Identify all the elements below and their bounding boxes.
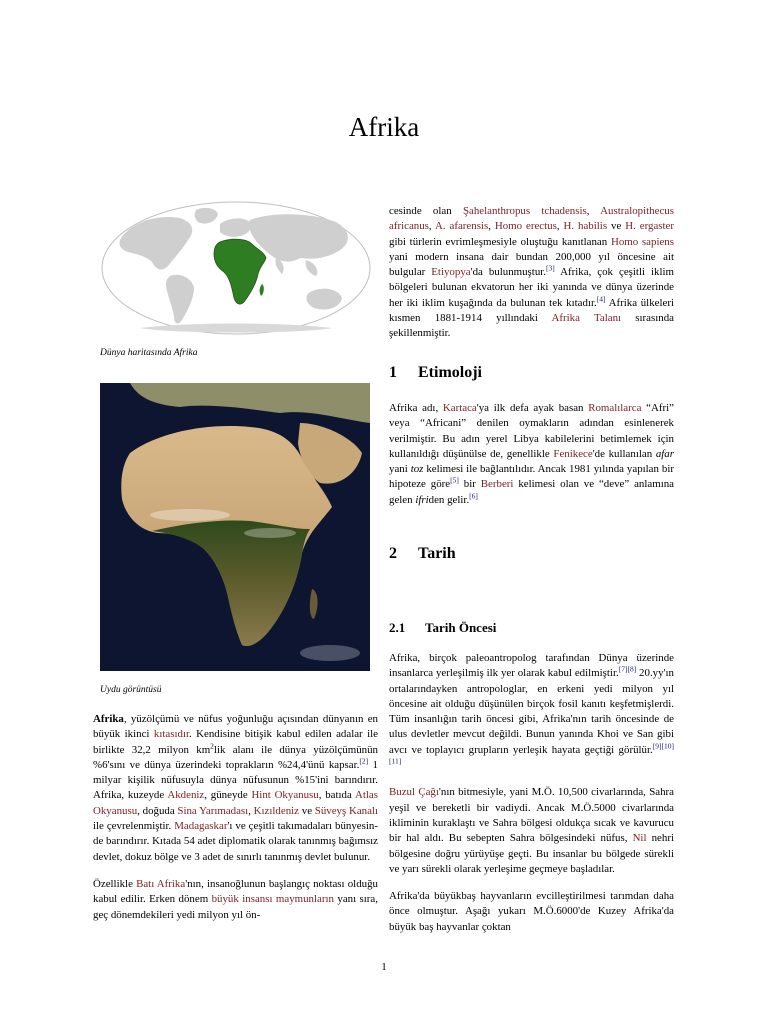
- link-nil[interactable]: Nil: [632, 832, 647, 845]
- text-span: sırasında şekillenmiştir.: [389, 312, 674, 340]
- reference-link[interactable]: [9][10][11]: [389, 741, 674, 766]
- text-span: “Afri” veya “Africani” denilen oymakların adından esinlenerek verilmiştir. Bu adın yerel Libya kabilelerini betimlemek için kullanıldığı düşünülse de, genellikle: [389, 402, 674, 460]
- link-buyuk-insansi-maymunlar[interactable]: büyük insansı maymunların: [211, 893, 334, 906]
- etimoloji-paragraph: [389, 401, 674, 508]
- text-span: 'de kullanılan: [592, 447, 656, 460]
- subsection-heading-tarih-oncesi: [389, 620, 496, 636]
- superscript: 2: [210, 740, 214, 750]
- world-map-image: [100, 200, 372, 336]
- term-afrika: Afrika: [93, 713, 124, 725]
- link-ergaster[interactable]: H. ergaster: [625, 220, 674, 233]
- link-kitasidir[interactable]: kıtasıdır: [153, 728, 189, 741]
- text-span: yani modern insana dair bundan 200,000 yıl öncesine ait bulgular: [389, 250, 674, 279]
- text-span: , batıda: [318, 789, 356, 802]
- section-title: Tarih Öncesi: [425, 620, 497, 635]
- text-span: 1 milyar kişilik nüfusuyla dünya nüfusunun %15'ini barındırır. Afrika, kuzeyde: [93, 758, 378, 802]
- left-column: [93, 712, 378, 923]
- link-kartaca[interactable]: Kartaca: [442, 402, 477, 414]
- text-span: ile çevrelenmiştir.: [93, 820, 175, 833]
- map-caption: Dünya haritasında Afrika: [100, 348, 198, 358]
- link-romalilar[interactable]: Romalılarca: [588, 402, 642, 414]
- link-atlas-okyanusu[interactable]: Atlas Okyanusu: [93, 789, 379, 817]
- text-span: yani: [389, 463, 411, 476]
- link-bati-afrika[interactable]: Batı Afrika: [136, 877, 186, 890]
- text-span: 'ya ilk defa ayak basan: [476, 402, 589, 414]
- text-span: ,: [488, 220, 495, 233]
- text-span: nehri bölgesine doğru yürüyüşe geçti. Bu insanlar bu bölgede sürekli ve yarı sürekli olarak yerleşime geçmeye başladılar.: [389, 832, 674, 875]
- text-span: , doğuda: [137, 804, 178, 817]
- link-sahelanthropus[interactable]: Şahelanthropus tchadensis: [462, 205, 587, 217]
- text-span: ve: [299, 804, 315, 817]
- continuation-paragraph: [389, 204, 674, 342]
- text-span: ,: [586, 205, 601, 217]
- link-madagaskar[interactable]: Madagaskar: [174, 820, 228, 833]
- link-fenikece[interactable]: Fenikece: [553, 447, 593, 460]
- etimoloji-section: [389, 401, 674, 508]
- text-span: Afrika, çok çeşitli iklim bölgeleri bulunan ekvatorun her iki yanında ve dünya üzerinde her iki iklim kuşağında da bulunan tek kıtadır.: [389, 266, 674, 309]
- text-span: 'ı ve çeşitli takımadaları bünyesinde barındırır. Kıtada 54 adet diplomatik olarak tanınmış bağımsız devlet, dokuz bölge ve 3 adet de sınırlı tanınmış devlet bulunur.: [93, 820, 378, 863]
- text-span: den gelir.: [428, 493, 470, 506]
- link-berberi[interactable]: Berberi: [480, 478, 514, 491]
- text-span: Özellikle: [93, 877, 137, 890]
- section-number: 2: [389, 545, 397, 562]
- origin-paragraph: [93, 877, 378, 923]
- italic-term: afar: [655, 447, 674, 460]
- reference-link[interactable]: [7][8]: [618, 664, 637, 674]
- link-habilis[interactable]: H. habilis: [563, 220, 608, 233]
- text-span: cesinde olan: [389, 205, 463, 217]
- section-number: 2.1: [389, 620, 406, 635]
- reference-link[interactable]: [6]: [469, 491, 478, 501]
- link-homo-sapiens[interactable]: Homo sapiens: [610, 235, 674, 248]
- satellite-caption: Uydu görüntüsü: [100, 685, 162, 695]
- reference-link[interactable]: [2]: [359, 756, 369, 766]
- text-span: kelimesi ile bağlantılıdır. Ancak 1981 yılında yapılan bir hipoteze göre: [389, 463, 674, 491]
- section-title: Tarih: [418, 545, 456, 562]
- reference-link[interactable]: [3]: [546, 263, 555, 273]
- intro-paragraph: [93, 712, 378, 865]
- text-span: 20.yy'ın ortalarındayken antropologlar, en erkeni yedi milyon yıl öncesine ait olduğu düşünülen birçok fosil kanıtı keşfetmişlerdi. Tüm insanlığın tarih öncesi gibi, Afrika'nın tarih öncesinde de ulus devletler mevcut değildi. Bunun yanında Khoi ve San gibi avcı ve toplayıcı grupların yerleşik hayata geçtiği görülür.: [389, 667, 674, 756]
- page-number: 1: [381, 961, 387, 973]
- text-span: , yüzölçümü ve nüfus yoğunluğu açısından dünyanın en büyük ikinci: [93, 713, 378, 741]
- italic-term: ifri: [415, 493, 429, 506]
- link-sina-yarimadasi[interactable]: Sina Yarımadası: [177, 804, 249, 817]
- text-span: kelimesi olan ve “deve” anlamına gelen: [389, 478, 675, 506]
- tarih-paragraph-2: [389, 785, 674, 877]
- text-span: 'nın, insanoğlunun başlangıç noktası olduğu kabul edilir. Erken dönem: [93, 877, 378, 906]
- text-span: Afrika adı,: [389, 402, 443, 414]
- link-afarensis[interactable]: A. afarensis: [434, 220, 489, 233]
- section-title: Etimoloji: [418, 364, 482, 381]
- text-span: Afrika'da büyükbaş hayvanların evcilleştirilmesi tarımdan daha önce olmuştur. Aşağı yukarı M.Ö.6000'de Kuzey Afrika'da büyük baş hayvanlar çoktan: [389, 890, 674, 933]
- text-span: bir: [458, 478, 481, 491]
- link-kizildeniz[interactable]: Kızıldeniz: [253, 804, 300, 817]
- satellite-image: [100, 383, 370, 671]
- section-number: 1: [389, 364, 397, 381]
- section-heading-tarih: [389, 545, 456, 563]
- text-span: 'da bulunmuştur.: [470, 266, 547, 279]
- section-heading-etimoloji: [389, 364, 482, 382]
- text-span: Afrika, birçok paleoantropolog tarafından Dünya üzerinde insanlarca yerleşilmiş ilk yer olarak kabul edilmiştir.: [389, 652, 674, 680]
- link-akdeniz[interactable]: Akdeniz: [167, 789, 205, 802]
- tarih-paragraph-3: [389, 889, 674, 935]
- text-span: ve: [607, 220, 626, 233]
- link-buzul-cagi[interactable]: Buzul Çağı: [389, 786, 439, 799]
- tarih-oncesi-section: [389, 651, 674, 935]
- tarih-paragraph-1: [389, 651, 674, 773]
- text-span: . Kendisine bitişik kabul edilen adalar ile birlikte 32,2 milyon km: [93, 728, 378, 756]
- italic-term: toz: [410, 463, 424, 476]
- link-hint-okyanusu[interactable]: Hint Okyanusu: [251, 789, 319, 802]
- page-title: Afrika: [348, 112, 420, 142]
- text-span: ,: [248, 804, 254, 817]
- text-span: lik alanı ile dünya yüzölçümünün %6'sını ve dünya üzerindeki toprakların %24,4'ünü kapsar.: [93, 743, 378, 771]
- text-span: , güneyde: [204, 789, 252, 802]
- link-australopithecus[interactable]: Australopithecus africanus: [389, 205, 674, 233]
- text-span: 'nın bitmesiyle, yani M.Ö. 10,500 civarlarında, Sahra yeşil ve bereketli bir vadiydi. Ancak M.Ö.5000 civarlarında ikliminin kuraklaştı ve Sahra bölgesi oldukça sıcak ve kavurucu bir hal aldı. Bu sebepten Sahra bölgesindeki nüfus,: [389, 786, 674, 845]
- text-span: ,: [556, 220, 564, 233]
- text-span: yanı sıra, geç dönemdekileri yedi milyon yıl ön-: [93, 893, 378, 921]
- text-span: Afrika ülkeleri kısmen 1881-1914 yıllındaki: [389, 296, 675, 325]
- text-span: gibi türlerin evrimleşmesiyle oluştuğu kanıtlanan: [389, 235, 611, 248]
- link-homo-erectus[interactable]: Homo erectus: [494, 220, 557, 233]
- reference-link[interactable]: [5]: [450, 475, 459, 485]
- right-column-top: [389, 204, 674, 342]
- link-etiyopya[interactable]: Etiyopya: [431, 266, 471, 279]
- text-span: ,: [428, 220, 435, 233]
- reference-link[interactable]: [4]: [596, 294, 606, 304]
- link-afrika-talani[interactable]: Afrika Talanı: [551, 312, 622, 325]
- link-suveys-kanali[interactable]: Süveyş Kanalı: [314, 804, 378, 817]
